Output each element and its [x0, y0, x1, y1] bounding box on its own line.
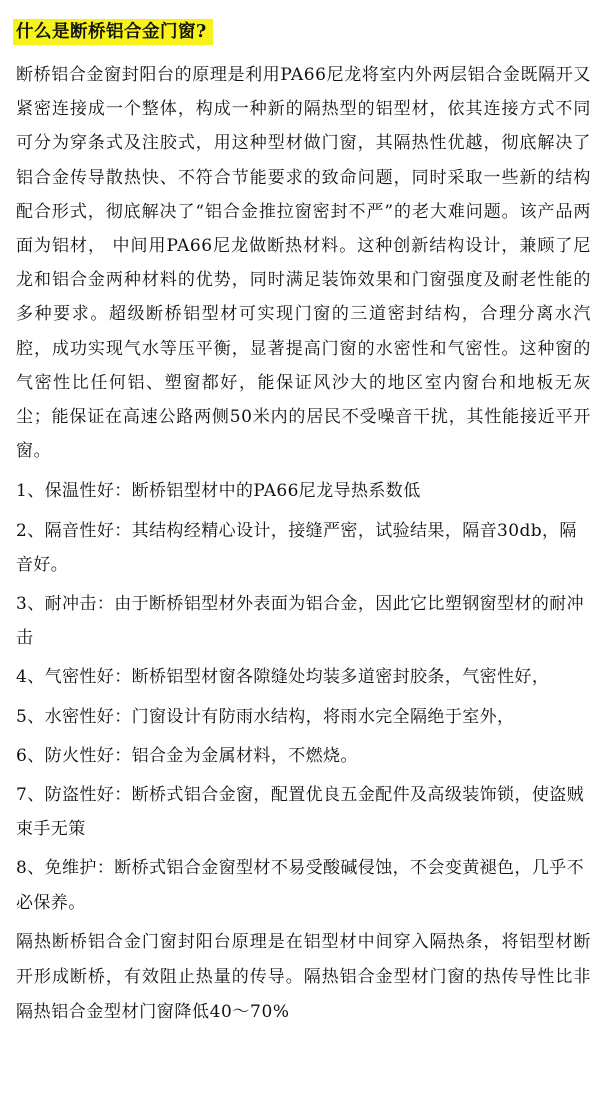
item-number: 8、 — [16, 858, 45, 879]
item-heading: 免维护： — [44, 858, 115, 879]
item-number: 5、 — [16, 706, 45, 727]
list-item — [16, 778, 591, 846]
list-item — [16, 851, 591, 919]
list-item — [16, 514, 591, 582]
item-text: 断桥式铝合金窗，配置优良五金配件及高级装饰锁，使盗贼束手无策 — [16, 785, 585, 840]
item-text: 铝合金为金属材料，不燃烧。 — [131, 745, 358, 766]
closing-paragraph: 隔热断桥铝合金门窗封阳台原理是在铝型材中间穿入隔热条，将铝型材断开形成断桥，有效阻止热量的传导。隔热铝合金型材门窗的热传导性比非隔热铝合金型材门窗降低40～70% — [16, 931, 591, 1022]
item-text: 其结构经精心设计，接缝严密，试验结果，隔音30db，隔音好。 — [16, 520, 577, 575]
list-item — [16, 474, 591, 508]
intro-paragraph: 断桥铝合金窗封阳台的原理是利用PA66尼龙将室内外两层铝合金既隔开又紧密连接成一个整体，构成一种新的隔热型的铝型材，依其连接方式不同可分为穿条式及注胶式，用这种型材做门窗，其隔热性优越，彻底解决了铝合金传导散热快、不符合节能要求的致命问题，同时采取一些新的结构配合形式，彻底解决了“铝合金推拉窗密封不严”的老大难问题。该产品两面为铝材， 中间用PA66尼龙做断热材料。这种创新结构设计，兼顾了尼龙和铝合金两种材料的优势，同时满足装饰效果和门窗强度及耐老性能的多种要求。超级断桥铝型材可实现门窗的三道密封结构，合理分离水汽腔，成功实现气水等压平衡，显著提高门窗的水密性和气密性。这种窗的气密性比任何铝、塑窗都好，能保证风沙大的地区室内窗台和地板无灰尘；能保证在高速公路两侧50米内的居民不受噪音干扰，其性能接近平开窗。 — [16, 65, 591, 462]
item-heading: 防盗性好： — [44, 785, 132, 806]
item-text: 门窗设计有防雨水结构，将雨水完全隔绝于室外， — [131, 706, 515, 727]
list-item — [16, 660, 591, 694]
item-heading: 水密性好： — [44, 706, 132, 727]
list-item — [16, 587, 591, 655]
list-item — [16, 700, 591, 734]
item-number: 4、 — [16, 667, 45, 688]
list-item — [16, 739, 591, 773]
item-text: 断桥铝型材窗各隙缝处均装多道密封胶条，气密性好， — [131, 667, 550, 688]
item-number: 7、 — [16, 785, 45, 806]
feature-list — [16, 474, 591, 919]
item-heading: 隔音性好： — [44, 520, 132, 541]
item-text: 断桥式铝合金窗型材不易受酸碱侵蚀，不会变黄褪色，几乎不必保养。 — [16, 858, 585, 913]
item-number: 6、 — [16, 745, 45, 766]
item-number: 1、 — [16, 481, 45, 502]
item-heading: 耐冲击： — [44, 594, 115, 615]
item-heading: 防火性好： — [44, 745, 132, 766]
item-heading: 气密性好： — [44, 667, 132, 688]
item-text: 断桥铝型材中的PA66尼龙导热系数低 — [131, 481, 421, 502]
item-heading: 保温性好： — [44, 481, 132, 502]
item-number: 3、 — [16, 594, 45, 615]
item-number: 2、 — [16, 520, 45, 541]
page-title: 什么是断桥铝合金门窗? — [13, 19, 213, 45]
item-text: 由于断桥铝型材外表面为铝合金，因此它比塑钢窗型材的耐冲击 — [16, 594, 585, 649]
document-body — [16, 58, 591, 1030]
